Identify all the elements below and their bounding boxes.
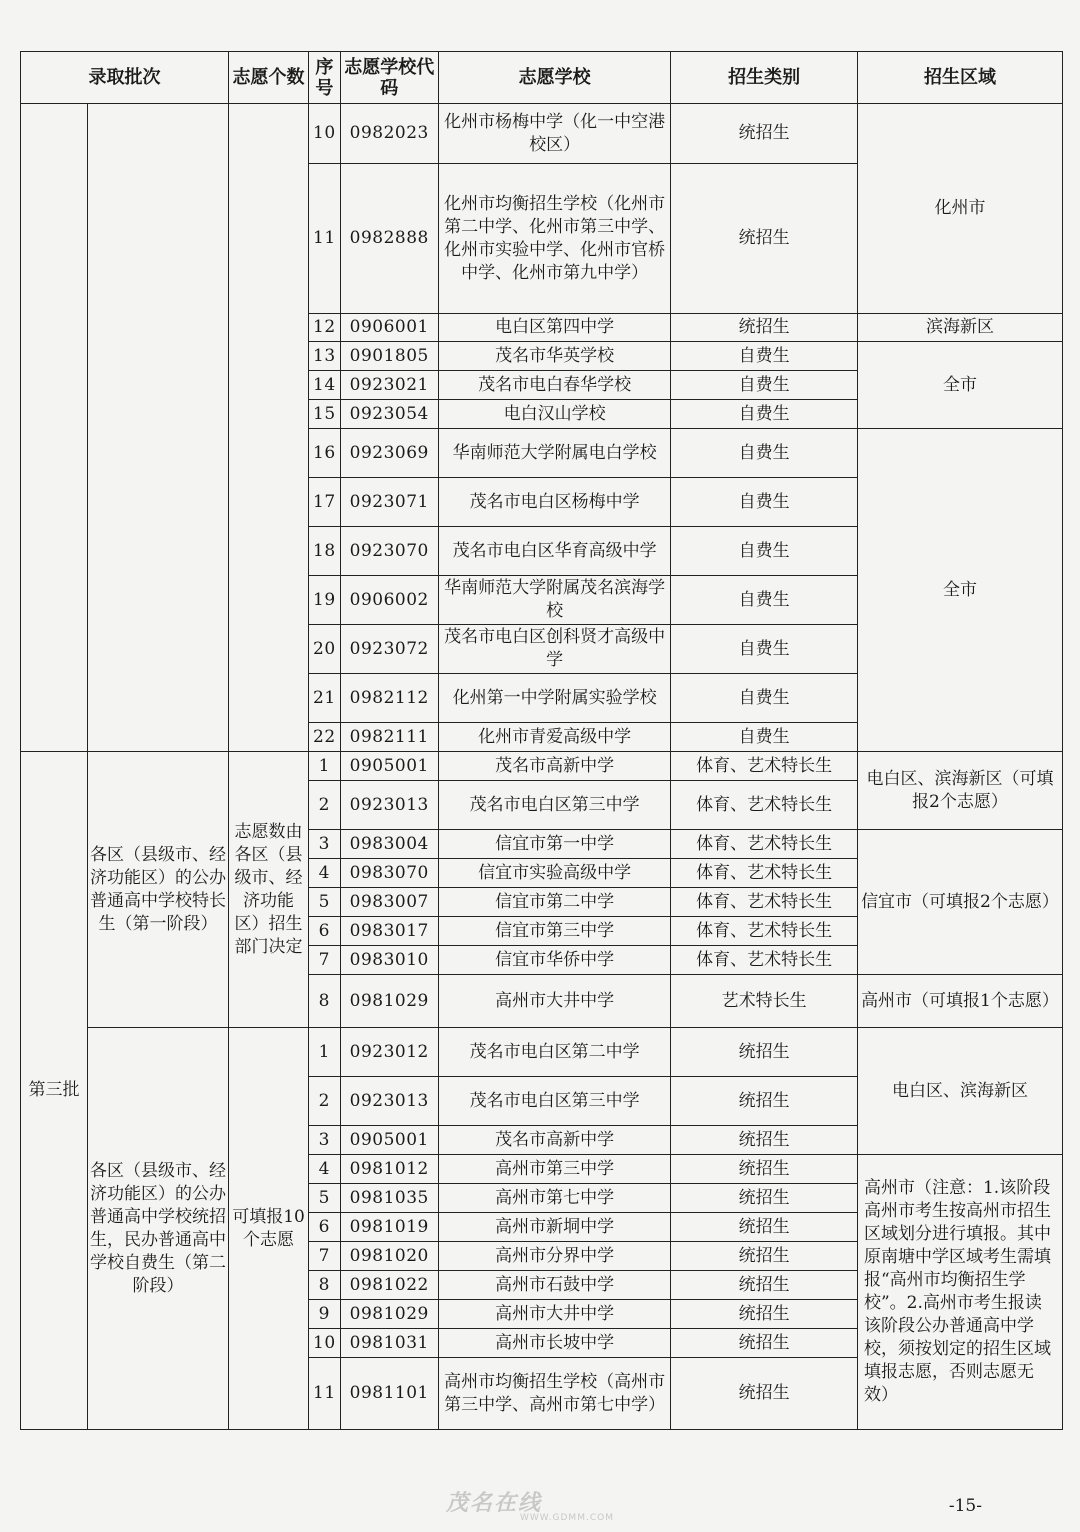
code-cell: 0906002 bbox=[340, 576, 438, 625]
category-cell: 体育、艺术特长生 bbox=[671, 888, 858, 917]
category-cell: 统招生 bbox=[671, 1329, 858, 1358]
seq-cell: 10 bbox=[309, 104, 340, 164]
category-cell: 统招生 bbox=[671, 1242, 858, 1271]
header-row bbox=[21, 52, 1063, 104]
code-cell: 0982888 bbox=[340, 164, 438, 314]
code-cell: 0981020 bbox=[340, 1242, 438, 1271]
seq-cell: 4 bbox=[309, 1155, 340, 1184]
stage1-count: 志愿数由各区（县级市、经济功能区）招生部门决定 bbox=[228, 752, 308, 1028]
school-cell: 信宜市华侨中学 bbox=[438, 946, 670, 975]
admission-table bbox=[20, 51, 1063, 1430]
table-row bbox=[21, 1028, 1063, 1077]
header-batch: 录取批次 bbox=[21, 52, 229, 104]
school-cell: 电白汉山学校 bbox=[438, 400, 670, 429]
seq-cell: 2 bbox=[309, 781, 340, 830]
code-cell: 0923069 bbox=[340, 429, 438, 478]
code-cell: 0923070 bbox=[340, 527, 438, 576]
category-cell: 统招生 bbox=[671, 1155, 858, 1184]
category-cell: 体育、艺术特长生 bbox=[671, 830, 858, 859]
code-cell: 0923054 bbox=[340, 400, 438, 429]
code-cell: 0981019 bbox=[340, 1213, 438, 1242]
watermark-url: WWW.GDMM.COM bbox=[520, 1513, 614, 1523]
stage1-label: 各区（县级市、经济功能区）的公办普通高中学校特长生（第一阶段） bbox=[87, 752, 228, 1028]
school-cell: 茂名市华英学校 bbox=[438, 342, 670, 371]
seq-cell: 10 bbox=[309, 1329, 340, 1358]
page-number: -15- bbox=[948, 1496, 982, 1516]
code-cell: 0981012 bbox=[340, 1155, 438, 1184]
school-cell: 高州市第三中学 bbox=[438, 1155, 670, 1184]
seq-cell: 9 bbox=[309, 1300, 340, 1329]
watermark bbox=[446, 1486, 614, 1523]
region-cell: 电白区、滨海新区（可填报2个志愿） bbox=[857, 752, 1062, 830]
school-cell: 化州市青爱高级中学 bbox=[438, 723, 670, 752]
table-row bbox=[21, 104, 1063, 164]
school-cell: 高州市第七中学 bbox=[438, 1184, 670, 1213]
code-cell: 0981035 bbox=[340, 1184, 438, 1213]
header-school: 志愿学校 bbox=[438, 52, 670, 104]
school-cell: 茂名市电白区华育高级中学 bbox=[438, 527, 670, 576]
region-cell: 电白区、滨海新区 bbox=[857, 1028, 1062, 1155]
code-cell: 0981029 bbox=[340, 1300, 438, 1329]
stage-cell-empty bbox=[87, 104, 228, 752]
school-cell: 华南师范大学附属电白学校 bbox=[438, 429, 670, 478]
header-category: 招生类别 bbox=[671, 52, 858, 104]
region-cell: 化州市 bbox=[857, 104, 1062, 314]
school-cell: 茂名市电白区第三中学 bbox=[438, 1077, 670, 1126]
header-code: 志愿学校代码 bbox=[340, 52, 438, 104]
code-cell: 0981022 bbox=[340, 1271, 438, 1300]
seq-cell: 18 bbox=[309, 527, 340, 576]
seq-cell: 22 bbox=[309, 723, 340, 752]
category-cell: 统招生 bbox=[671, 1126, 858, 1155]
header-seq: 序号 bbox=[309, 52, 340, 104]
stage2-count: 可填报10个志愿 bbox=[228, 1028, 308, 1430]
code-cell: 0983017 bbox=[340, 917, 438, 946]
seq-cell: 11 bbox=[309, 164, 340, 314]
category-cell: 统招生 bbox=[671, 1077, 858, 1126]
code-cell: 0905001 bbox=[340, 752, 438, 781]
stage2-label: 各区（县级市、经济功能区）的公办普通高中学校统招生，民办普通高中学校自费生（第二阶段） bbox=[87, 1028, 228, 1430]
school-cell: 化州市均衡招生学校（化州市第二中学、化州市第三中学、化州市实验中学、化州市官桥中学、化州市第九中学） bbox=[438, 164, 670, 314]
category-cell: 统招生 bbox=[671, 1358, 858, 1430]
seq-cell: 17 bbox=[309, 478, 340, 527]
category-cell: 统招生 bbox=[671, 104, 858, 164]
code-cell: 0983070 bbox=[340, 859, 438, 888]
seq-cell: 21 bbox=[309, 674, 340, 723]
region-cell: 全市 bbox=[857, 429, 1062, 752]
table-row bbox=[21, 752, 1063, 781]
code-cell: 0923013 bbox=[340, 781, 438, 830]
seq-cell: 8 bbox=[309, 975, 340, 1028]
category-cell: 体育、艺术特长生 bbox=[671, 917, 858, 946]
school-cell: 高州市大井中学 bbox=[438, 1300, 670, 1329]
region-note-cell: 高州市（注意：1.该阶段高州市考生按高州市招生区域划分进行填报。其中原南塘中学区域考生需填报“高州市均衡招生学校”。2.高州市考生报读该阶段公办普通高中学校，须按划定的招生区域填报志愿，否则志愿无效） bbox=[857, 1155, 1062, 1430]
code-cell: 0982112 bbox=[340, 674, 438, 723]
seq-cell: 6 bbox=[309, 1213, 340, 1242]
school-cell: 化州第一中学附属实验学校 bbox=[438, 674, 670, 723]
school-cell: 华南师范大学附属茂名滨海学校 bbox=[438, 576, 670, 625]
region-cell: 全市 bbox=[857, 342, 1062, 429]
seq-cell: 20 bbox=[309, 625, 340, 674]
category-cell: 统招生 bbox=[671, 164, 858, 314]
category-cell: 体育、艺术特长生 bbox=[671, 752, 858, 781]
code-cell: 0923071 bbox=[340, 478, 438, 527]
seq-cell: 7 bbox=[309, 946, 340, 975]
seq-cell: 15 bbox=[309, 400, 340, 429]
category-cell: 自费生 bbox=[671, 625, 858, 674]
school-cell: 信宜市实验高级中学 bbox=[438, 859, 670, 888]
seq-cell: 16 bbox=[309, 429, 340, 478]
category-cell: 体育、艺术特长生 bbox=[671, 946, 858, 975]
region-cell: 滨海新区 bbox=[857, 314, 1062, 342]
seq-cell: 19 bbox=[309, 576, 340, 625]
school-cell: 茂名市电白区创科贤才高级中学 bbox=[438, 625, 670, 674]
school-cell: 高州市大井中学 bbox=[438, 975, 670, 1028]
category-cell: 统招生 bbox=[671, 1213, 858, 1242]
category-cell: 自费生 bbox=[671, 371, 858, 400]
code-cell: 0906001 bbox=[340, 314, 438, 342]
category-cell: 自费生 bbox=[671, 400, 858, 429]
seq-cell: 4 bbox=[309, 859, 340, 888]
school-cell: 茂名市电白区第二中学 bbox=[438, 1028, 670, 1077]
seq-cell: 13 bbox=[309, 342, 340, 371]
watermark-logo: 茂名在线 bbox=[446, 1491, 543, 1516]
seq-cell: 7 bbox=[309, 1242, 340, 1271]
code-cell: 0981031 bbox=[340, 1329, 438, 1358]
code-cell: 0982023 bbox=[340, 104, 438, 164]
code-cell: 0983007 bbox=[340, 888, 438, 917]
school-cell: 茂名市电白春华学校 bbox=[438, 371, 670, 400]
school-cell: 茂名市电白区第三中学 bbox=[438, 781, 670, 830]
school-cell: 高州市分界中学 bbox=[438, 1242, 670, 1271]
seq-cell: 1 bbox=[309, 1028, 340, 1077]
region-cell: 信宜市（可填报2个志愿） bbox=[857, 830, 1062, 975]
school-cell: 信宜市第一中学 bbox=[438, 830, 670, 859]
seq-cell: 5 bbox=[309, 1184, 340, 1213]
code-cell: 0923012 bbox=[340, 1028, 438, 1077]
code-cell: 0923021 bbox=[340, 371, 438, 400]
category-cell: 自费生 bbox=[671, 674, 858, 723]
region-cell: 高州市（可填报1个志愿） bbox=[857, 975, 1062, 1028]
school-cell: 高州市均衡招生学校（高州市第三中学、高州市第七中学） bbox=[438, 1358, 670, 1430]
category-cell: 统招生 bbox=[671, 1028, 858, 1077]
category-cell: 自费生 bbox=[671, 576, 858, 625]
seq-cell: 2 bbox=[309, 1077, 340, 1126]
category-cell: 统招生 bbox=[671, 1184, 858, 1213]
code-cell: 0923013 bbox=[340, 1077, 438, 1126]
school-cell: 高州市新垌中学 bbox=[438, 1213, 670, 1242]
code-cell: 0982111 bbox=[340, 723, 438, 752]
header-region: 招生区域 bbox=[857, 52, 1062, 104]
header-count: 志愿个数 bbox=[228, 52, 308, 104]
seq-cell: 1 bbox=[309, 752, 340, 781]
category-cell: 自费生 bbox=[671, 429, 858, 478]
school-cell: 茂名市电白区杨梅中学 bbox=[438, 478, 670, 527]
code-cell: 0901805 bbox=[340, 342, 438, 371]
seq-cell: 12 bbox=[309, 314, 340, 342]
category-cell: 统招生 bbox=[671, 314, 858, 342]
school-cell: 茂名市高新中学 bbox=[438, 752, 670, 781]
seq-cell: 3 bbox=[309, 830, 340, 859]
school-cell: 高州市长坡中学 bbox=[438, 1329, 670, 1358]
code-cell: 0983010 bbox=[340, 946, 438, 975]
count-cell-empty bbox=[228, 104, 308, 752]
code-cell: 0981029 bbox=[340, 975, 438, 1028]
category-cell: 体育、艺术特长生 bbox=[671, 781, 858, 830]
seq-cell: 14 bbox=[309, 371, 340, 400]
school-cell: 高州市石鼓中学 bbox=[438, 1271, 670, 1300]
school-cell: 茂名市高新中学 bbox=[438, 1126, 670, 1155]
code-cell: 0923072 bbox=[340, 625, 438, 674]
batch-label: 第三批 bbox=[21, 752, 88, 1430]
category-cell: 统招生 bbox=[671, 1300, 858, 1329]
seq-cell: 8 bbox=[309, 1271, 340, 1300]
category-cell: 体育、艺术特长生 bbox=[671, 859, 858, 888]
seq-cell: 5 bbox=[309, 888, 340, 917]
school-cell: 电白区第四中学 bbox=[438, 314, 670, 342]
category-cell: 自费生 bbox=[671, 342, 858, 371]
code-cell: 0981101 bbox=[340, 1358, 438, 1430]
seq-cell: 6 bbox=[309, 917, 340, 946]
seq-cell: 3 bbox=[309, 1126, 340, 1155]
category-cell: 自费生 bbox=[671, 723, 858, 752]
batch-cell-empty bbox=[21, 104, 88, 752]
school-cell: 化州市杨梅中学（化一中空港校区） bbox=[438, 104, 670, 164]
seq-cell: 11 bbox=[309, 1358, 340, 1430]
code-cell: 0983004 bbox=[340, 830, 438, 859]
category-cell: 艺术特长生 bbox=[671, 975, 858, 1028]
category-cell: 统招生 bbox=[671, 1271, 858, 1300]
school-cell: 信宜市第三中学 bbox=[438, 917, 670, 946]
category-cell: 自费生 bbox=[671, 527, 858, 576]
category-cell: 自费生 bbox=[671, 478, 858, 527]
school-cell: 信宜市第二中学 bbox=[438, 888, 670, 917]
code-cell: 0905001 bbox=[340, 1126, 438, 1155]
